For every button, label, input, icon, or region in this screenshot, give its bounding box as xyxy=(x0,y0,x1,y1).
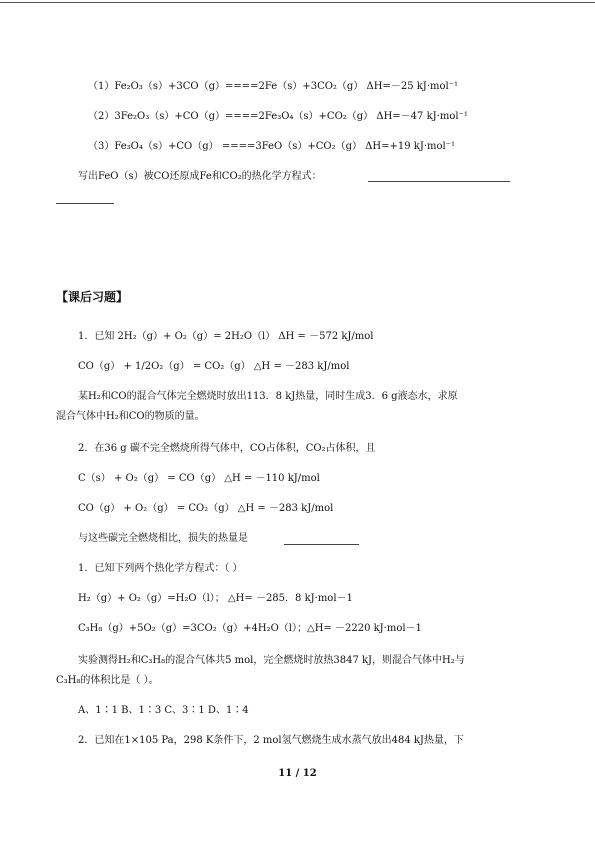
problem-4-intro: 2．已知在1×105 Pa，298 K条件下，2 mol氢气燃烧生成水蒸气放出484 kJ热量，下 xyxy=(78,735,464,746)
section-heading: 【课后习题】 xyxy=(56,290,129,304)
problem-1-body-cont: 混合气体中H₂和CO的物质的量。 xyxy=(56,411,205,422)
page-number: 11 / 12 xyxy=(278,768,317,779)
answer-blank xyxy=(368,181,510,182)
equation-1: （1）Fe₂O₃（s）+3CO（g）====2Fe（s）+3CO₂（g） ΔH=－25 kJ·mol⁻¹ xyxy=(88,81,458,92)
equation-2: （2）3Fe₂O₃（s）+CO（g）====2Fe₃O₄（s）+CO₂（g） ΔH=－47 kJ·mol⁻¹ xyxy=(88,111,468,122)
problem-3-body: 实验测得H₂和C₃H₈的混合气体共5 mol，完全燃烧时放热3847 kJ，则混合气体中H₂与 xyxy=(78,655,465,666)
answer-blank-continued xyxy=(56,203,114,204)
problem-2-equation-2: CO（g） + O₂（g） = CO₂（g） △H = －283 kJ/mol xyxy=(78,503,334,514)
problem-1-equation: CO（g） + 1/2O₂（g） = CO₂（g） △H = －283 kJ/mol xyxy=(78,361,350,372)
problem-1-intro: 1．已知 2H₂（g）+ O₂（g）= 2H₂O（l） ΔH = －572 kJ/mol xyxy=(78,331,374,342)
problem-2-question: 与这些碳完全燃烧相比，损失的热量是 xyxy=(78,533,248,544)
problem-2-intro: 2．在36 g 碳不完全燃烧所得气体中，CO占体积，CO₂占体积，且 xyxy=(78,443,376,454)
problem-3-equation-1: H₂（g）+ O₂（g）=H₂O（l）； △H= －285．8 kJ·mol－1 xyxy=(78,593,353,604)
feo-prompt: 写出FeO（s）被CO还原成Fe和CO₂的热化学方程式： xyxy=(78,171,322,182)
answer-blank-heat xyxy=(284,544,359,545)
equation-3: （3）Fe₃O₄（s）+CO（g） ====3FeO（s）+CO₂（g） ΔH=+19 kJ·mol⁻¹ xyxy=(88,141,456,152)
problem-3-options: A、1∶1 B、1∶3 C、3∶1 D、1∶4 xyxy=(78,705,249,716)
problem-2-equation-1: C（s） + O₂（g） = CO（g） △H = －110 kJ/mol xyxy=(78,473,320,484)
problem-1-body: 某H₂和CO的混合气体完全燃烧时放出113．8 kJ热量，同时生成3．6 g液态水，求原 xyxy=(78,391,458,402)
problem-3-intro: 1．已知下列两个热化学方程式：（ ） xyxy=(78,563,243,574)
problem-3-body-cont: C₃H₈的体积比是（ ）。 xyxy=(56,675,159,686)
header-rule xyxy=(0,2,595,3)
problem-3-equation-2: C₃H₈（g）+5O₂（g）=3CO₂（g）+4H₂O（l）；△H= －2220 kJ·mol－1 xyxy=(78,623,422,634)
